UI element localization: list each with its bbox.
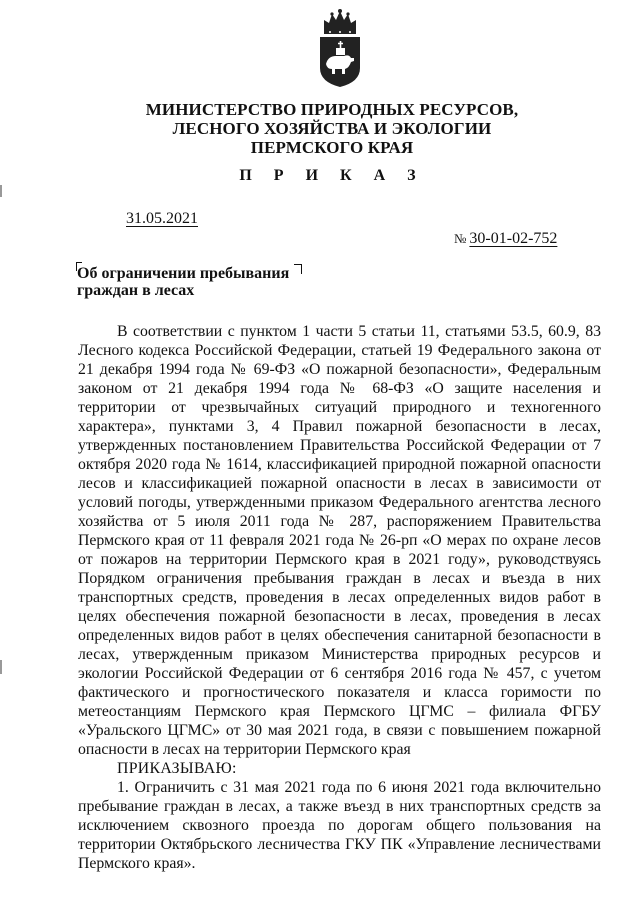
preamble-paragraph: В соответствии с пунктом 1 части 5 статьи 11, статьями 53.5, 60.9, 83 Лесного кодекса Российской Федерации, статьей 19 Федерального закона от 21 декабря 1994 года № 69-ФЗ «О пожарной безопасности», Федеральным законом от 21 декабря 1994 года № 68-ФЗ «О защите населения и территории от чрезвычайных ситуаций природного и техногенного характера», пунктами 3, 4 Правил пожарной безопасности в лесах, утвержденных постановлением Правительства Российской Федерации от 7 октября 2020 года № 1614, классификацией природной пожарной опасности лесов и классификацией пожарной опасности в лесах в зависимости от условий погоды, утвержденными приказом Федерального агентства лесного хозяйства от 5 июля 2011 года № 287, распоряжением Правительства Пермского края от 11 февраля 2021 года № 26-рп «О мерах по охране лесов от пожаров на территории Пермского края в 2021 году», руководствуясь Порядком ограничения пребывания граждан в лесах и въезда в них транспортных средств, проведения в лесах определенных видов работ в целях обеспечения пожарной безопасности в лесах, проведения в лесах определенных видов работ в целях обеспечения санитарной безопасности в лесах, утвержденным приказом Министерства природных ресурсов и экологии Российской Федерации от 6 сентября 2016 года № 457, с учетом фактического и прогностического показателя и класса горимости по метеостанциям Пермского края Пермского ЦГМС – филиала ФГБУ «Уральского ЦГМС» от 30 мая 2021 года, в связи с повышением пожарной опасности в лесах на территории Пермского края bbox=[78, 323, 601, 758]
subject-line-2: граждан в лесах bbox=[77, 282, 195, 299]
order-word: ПРИКАЗЫВАЮ: bbox=[117, 760, 237, 777]
order-date: 31.05.2021 bbox=[126, 210, 198, 227]
coat-of-arms-icon bbox=[318, 8, 362, 88]
document-type: П Р И К А З bbox=[239, 167, 425, 184]
number-sign: № bbox=[454, 231, 467, 246]
order-body bbox=[78, 322, 601, 873]
order-item-1: 1. Ограничить с 31 мая 2021 года по 6 июня 2021 года включительно пребывание граждан в лесах, а также въезд в них транспортных средств за исключением сквозного проезда по дорогам общего пользования на территории Октябрьского лесничества ГКУ ПК «Управление лесничествами Пермского края». bbox=[78, 779, 601, 872]
scan-edge-mark bbox=[0, 185, 2, 197]
ministry-name-line-3: ПЕРМСКОГО КРАЯ bbox=[250, 138, 414, 157]
subject-bracket-right bbox=[294, 264, 302, 274]
order-number-value: 30-01-02-752 bbox=[469, 230, 558, 247]
subject-line-1: Об ограничении пребывания bbox=[77, 265, 290, 282]
ministry-name-line-1: МИНИСТЕРСТВО ПРИРОДНЫХ РЕСУРСОВ, bbox=[145, 100, 519, 119]
scan-edge-mark bbox=[0, 660, 2, 674]
ministry-name-line-2: ЛЕСНОГО ХОЗЯЙСТВА И ЭКОЛОГИИ bbox=[172, 119, 492, 138]
order-number bbox=[438, 212, 557, 266]
order-subject bbox=[77, 265, 289, 299]
